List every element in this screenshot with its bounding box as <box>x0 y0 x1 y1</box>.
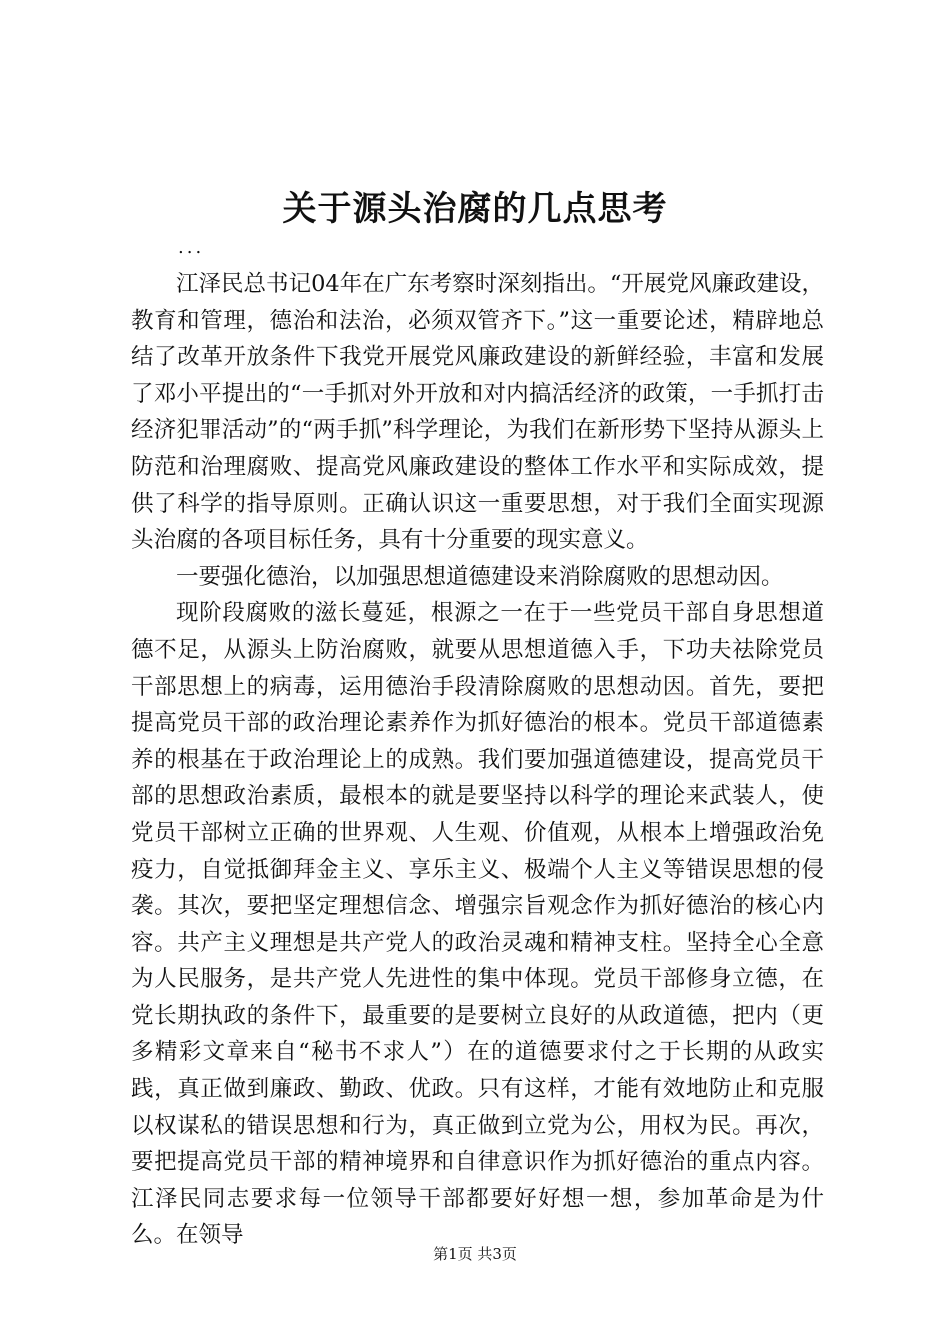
paragraph-intro: 江泽民总书记04年在广东考察时深刻指出。“开展党风廉政建设，教育和管理，德治和法治，必须双管齐下。”这一重要论述，精辟地总结了改革开放条件下我党开展党风廉政建设的新鲜经验，丰富和发展了邓小平提出的“一手抓对外开放和对内搞活经济的政策，一手抓打击经济犯罪活动”的“两手抓”科学理论，为我们在新形势下坚持从源头上防范和治理腐败、提高党风廉政建设的整体工作水平和实际成效，提供了科学的指导原则。正确认识这一重要思想，对于我们全面实现源头治腐的各项目标任务，具有十分重要的现实意义。 <box>131 271 824 554</box>
paragraph-heading-one: 一要强化德治，以加强思想道德建设来消除腐败的思想动因。 <box>176 563 784 590</box>
ellipsis-marker: ... <box>178 237 205 258</box>
paragraph-body-one: 现阶段腐败的滋长蔓延，根源之一在于一些党员干部自身思想道德不足，从源头上防治腐败，就要从思想道德入手，下功夫祛除党员干部思想上的病毒，运用德治手段清除腐败的思想动因。首先，要把提高党员干部的政治理论素养作为抓好德治的根本。党员干部道德素养的根基在于政治理论上的成熟。我们要加强道德建设，提高党员干部的思想政治素质，最根本的就是要坚持以科学的理论来武装人，使党员干部树立正确的世界观、人生观、价值观，从根本上增强政治免疫力，自觉抵御拜金主义、享乐主义、极端个人主义等错误思想的侵袭。其次，要把坚定理想信念、增强宗旨观念作为抓好德治的核心内容。共产主义理想是共产党人的政治灵魂和精神支柱。坚持全心全意为人民服务，是共产党人先进性的集中体现。党员干部修身立德，在党长期执政的条件下，最重要的是要树立良好的从政道德，把内（更多精彩文章来自“秘书不求人”）在的道德要求付之于长期的从政实践，真正做到廉政、勤政、优政。只有这样，才能有效地防止和克服以权谋私的错误思想和行为，真正做到立党为公，用权为民。再次，要把提高党员干部的精神境界和自律意识作为抓好德治的重点内容。江泽民同志要求每一位领导干部都要好好想一想，参加革命是为什么。在领导 <box>131 600 824 1249</box>
document-body <box>131 266 824 1254</box>
document-title: 关于源头治腐的几点思考 <box>282 189 668 229</box>
page-footer: 第1页 共3页 <box>433 1245 517 1263</box>
